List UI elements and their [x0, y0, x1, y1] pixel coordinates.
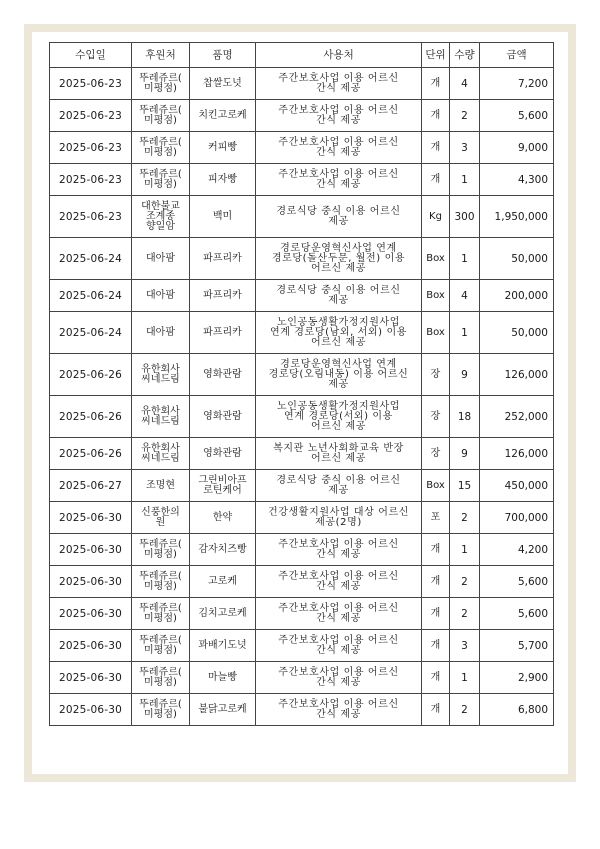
header-item: 품명	[190, 43, 256, 68]
table-row	[50, 164, 554, 196]
cell-usage: 주간보호사업 이용 어르신 간식 제공	[256, 164, 422, 196]
cell-item: 파프리카	[190, 280, 256, 312]
cell-usage: 건강생활지원사업 대상 어르신 제공(2명)	[256, 502, 422, 534]
cell-usage: 경로식당 중식 이용 어르신 제공	[256, 280, 422, 312]
cell-date: 2025-06-30	[50, 566, 132, 598]
cell-donor: 대아팜	[132, 312, 190, 354]
cell-amount: 4,200	[480, 534, 554, 566]
header-qty: 수량	[450, 43, 480, 68]
cell-unit: 개	[422, 132, 450, 164]
cell-donor: 유한회사 씨네드림	[132, 354, 190, 396]
cell-item: 피자빵	[190, 164, 256, 196]
cell-usage: 경로당운영혁신사업 연계 경로당(돌산두문, 월전) 이용 어르신 제공	[256, 238, 422, 280]
cell-date: 2025-06-30	[50, 598, 132, 630]
cell-amount: 50,000	[480, 312, 554, 354]
cell-qty: 18	[450, 396, 480, 438]
cell-unit: 개	[422, 694, 450, 726]
cell-item: 불닭고로케	[190, 694, 256, 726]
donation-table	[49, 42, 554, 726]
cell-item: 파프리카	[190, 238, 256, 280]
cell-unit: 개	[422, 534, 450, 566]
cell-donor: 뚜레쥬르( 미평점)	[132, 694, 190, 726]
header-row	[50, 43, 554, 68]
cell-qty: 2	[450, 566, 480, 598]
cell-usage: 경로당운영혁신사업 연계 경로당(오림내동) 이용 어르신 제공	[256, 354, 422, 396]
cell-item: 치킨고로케	[190, 100, 256, 132]
cell-donor: 뚜레쥬르( 미평점)	[132, 100, 190, 132]
cell-amount: 252,000	[480, 396, 554, 438]
cell-qty: 9	[450, 354, 480, 396]
cell-date: 2025-06-26	[50, 396, 132, 438]
cell-date: 2025-06-24	[50, 280, 132, 312]
table-row	[50, 534, 554, 566]
cell-date: 2025-06-24	[50, 312, 132, 354]
cell-date: 2025-06-23	[50, 100, 132, 132]
cell-usage: 경로식당 중식 이용 어르신 제공	[256, 470, 422, 502]
cell-usage: 주간보호사업 이용 어르신 간식 제공	[256, 68, 422, 100]
cell-usage: 주간보호사업 이용 어르신 간식 제공	[256, 662, 422, 694]
table-row	[50, 100, 554, 132]
cell-donor: 뚜레쥬르( 미평점)	[132, 566, 190, 598]
cell-amount: 450,000	[480, 470, 554, 502]
table-row	[50, 196, 554, 238]
cell-amount: 1,950,000	[480, 196, 554, 238]
cell-date: 2025-06-30	[50, 662, 132, 694]
cell-qty: 15	[450, 470, 480, 502]
table-row	[50, 312, 554, 354]
cell-donor: 뚜레쥬르( 미평점)	[132, 662, 190, 694]
cell-item: 마늘빵	[190, 662, 256, 694]
cell-donor: 뚜레쥬르( 미평점)	[132, 630, 190, 662]
cell-amount: 6,800	[480, 694, 554, 726]
cell-item: 영화관람	[190, 438, 256, 470]
cell-date: 2025-06-30	[50, 534, 132, 566]
cell-amount: 700,000	[480, 502, 554, 534]
cell-qty: 4	[450, 68, 480, 100]
cell-date: 2025-06-23	[50, 196, 132, 238]
cell-qty: 1	[450, 164, 480, 196]
table-row	[50, 132, 554, 164]
cell-unit: Kg	[422, 196, 450, 238]
cell-item: 커피빵	[190, 132, 256, 164]
cell-donor: 뚜레쥬르( 미평점)	[132, 534, 190, 566]
cell-amount: 5,600	[480, 100, 554, 132]
cell-unit: 개	[422, 566, 450, 598]
cell-unit: 개	[422, 662, 450, 694]
cell-usage: 경로식당 중식 이용 어르신 제공	[256, 196, 422, 238]
header-date: 수입일	[50, 43, 132, 68]
header-unit: 단위	[422, 43, 450, 68]
cell-amount: 200,000	[480, 280, 554, 312]
cell-date: 2025-06-23	[50, 68, 132, 100]
cell-item: 백미	[190, 196, 256, 238]
cell-donor: 대아팜	[132, 238, 190, 280]
cell-item: 찹쌀도넛	[190, 68, 256, 100]
cell-usage: 주간보호사업 이용 어르신 간식 제공	[256, 100, 422, 132]
cell-amount: 126,000	[480, 438, 554, 470]
table-row	[50, 238, 554, 280]
cell-donor: 유한회사 씨네드림	[132, 396, 190, 438]
cell-date: 2025-06-30	[50, 502, 132, 534]
cell-item: 그린비아프 로틴케어	[190, 470, 256, 502]
cell-qty: 300	[450, 196, 480, 238]
cell-amount: 126,000	[480, 354, 554, 396]
cell-usage: 주간보호사업 이용 어르신 간식 제공	[256, 566, 422, 598]
cell-donor: 신풍한의 원	[132, 502, 190, 534]
table-row	[50, 280, 554, 312]
table-row	[50, 68, 554, 100]
cell-unit: 포	[422, 502, 450, 534]
cell-date: 2025-06-24	[50, 238, 132, 280]
header-usage: 사용처	[256, 43, 422, 68]
cell-donor: 유한회사 씨네드림	[132, 438, 190, 470]
cell-donor: 뚜레쥬르( 미평점)	[132, 68, 190, 100]
table-row	[50, 396, 554, 438]
cell-amount: 2,900	[480, 662, 554, 694]
cell-amount: 7,200	[480, 68, 554, 100]
cell-qty: 2	[450, 694, 480, 726]
cell-qty: 2	[450, 502, 480, 534]
cell-date: 2025-06-27	[50, 470, 132, 502]
cell-amount: 5,600	[480, 598, 554, 630]
table-row	[50, 694, 554, 726]
cell-qty: 3	[450, 132, 480, 164]
cell-unit: Box	[422, 470, 450, 502]
cell-unit: Box	[422, 238, 450, 280]
cell-donor: 대아팜	[132, 280, 190, 312]
cell-unit: 장	[422, 396, 450, 438]
cell-date: 2025-06-23	[50, 132, 132, 164]
cell-usage: 노인공동생활가정지원사업 연계 경로당(서외) 이용 어르신 제공	[256, 396, 422, 438]
cell-item: 한약	[190, 502, 256, 534]
cell-qty: 1	[450, 312, 480, 354]
cell-item: 영화관람	[190, 396, 256, 438]
cell-unit: Box	[422, 280, 450, 312]
table-row	[50, 354, 554, 396]
cell-qty: 2	[450, 598, 480, 630]
page-inner	[32, 32, 568, 774]
header-donor: 후원처	[132, 43, 190, 68]
cell-usage: 주간보호사업 이용 어르신 간식 제공	[256, 694, 422, 726]
table-row	[50, 566, 554, 598]
cell-usage: 주간보호사업 이용 어르신 간식 제공	[256, 630, 422, 662]
cell-unit: 개	[422, 598, 450, 630]
cell-qty: 1	[450, 238, 480, 280]
cell-amount: 5,700	[480, 630, 554, 662]
cell-usage: 주간보호사업 이용 어르신 간식 제공	[256, 534, 422, 566]
cell-item: 꽈배기도넛	[190, 630, 256, 662]
cell-unit: 개	[422, 164, 450, 196]
cell-donor: 뚜레쥬르( 미평점)	[132, 598, 190, 630]
header-amount: 금액	[480, 43, 554, 68]
cell-amount: 5,600	[480, 566, 554, 598]
cell-unit: 장	[422, 438, 450, 470]
table-row	[50, 438, 554, 470]
cell-unit: 개	[422, 630, 450, 662]
cell-date: 2025-06-26	[50, 354, 132, 396]
cell-qty: 1	[450, 534, 480, 566]
cell-donor: 뚜레쥬르( 미평점)	[132, 164, 190, 196]
cell-item: 고로케	[190, 566, 256, 598]
cell-qty: 3	[450, 630, 480, 662]
cell-unit: Box	[422, 312, 450, 354]
cell-usage: 복지관 노년사회화교육 반장 어르신 제공	[256, 438, 422, 470]
table-body	[50, 68, 554, 726]
cell-usage: 주간보호사업 이용 어르신 간식 제공	[256, 132, 422, 164]
cell-item: 감자치즈빵	[190, 534, 256, 566]
table-row	[50, 502, 554, 534]
cell-unit: 개	[422, 100, 450, 132]
cell-date: 2025-06-30	[50, 694, 132, 726]
cell-unit: 개	[422, 68, 450, 100]
table-row	[50, 662, 554, 694]
cell-date: 2025-06-26	[50, 438, 132, 470]
table-row	[50, 470, 554, 502]
cell-date: 2025-06-30	[50, 630, 132, 662]
cell-unit: 장	[422, 354, 450, 396]
cell-donor: 대한불교 조계종 향일암	[132, 196, 190, 238]
table-row	[50, 598, 554, 630]
cell-qty: 2	[450, 100, 480, 132]
cell-amount: 4,300	[480, 164, 554, 196]
cell-usage: 노인공동생활가정지원사업 연계 경로당(남외, 서외) 이용 어르신 제공	[256, 312, 422, 354]
cell-qty: 9	[450, 438, 480, 470]
cell-item: 파프리카	[190, 312, 256, 354]
cell-donor: 뚜레쥬르( 미평점)	[132, 132, 190, 164]
page-frame	[24, 24, 576, 782]
table-row	[50, 630, 554, 662]
cell-date: 2025-06-23	[50, 164, 132, 196]
cell-donor: 조명현	[132, 470, 190, 502]
cell-qty: 4	[450, 280, 480, 312]
cell-amount: 9,000	[480, 132, 554, 164]
cell-item: 김치고로케	[190, 598, 256, 630]
cell-amount: 50,000	[480, 238, 554, 280]
cell-usage: 주간보호사업 이용 어르신 간식 제공	[256, 598, 422, 630]
cell-item: 영화관람	[190, 354, 256, 396]
cell-qty: 1	[450, 662, 480, 694]
